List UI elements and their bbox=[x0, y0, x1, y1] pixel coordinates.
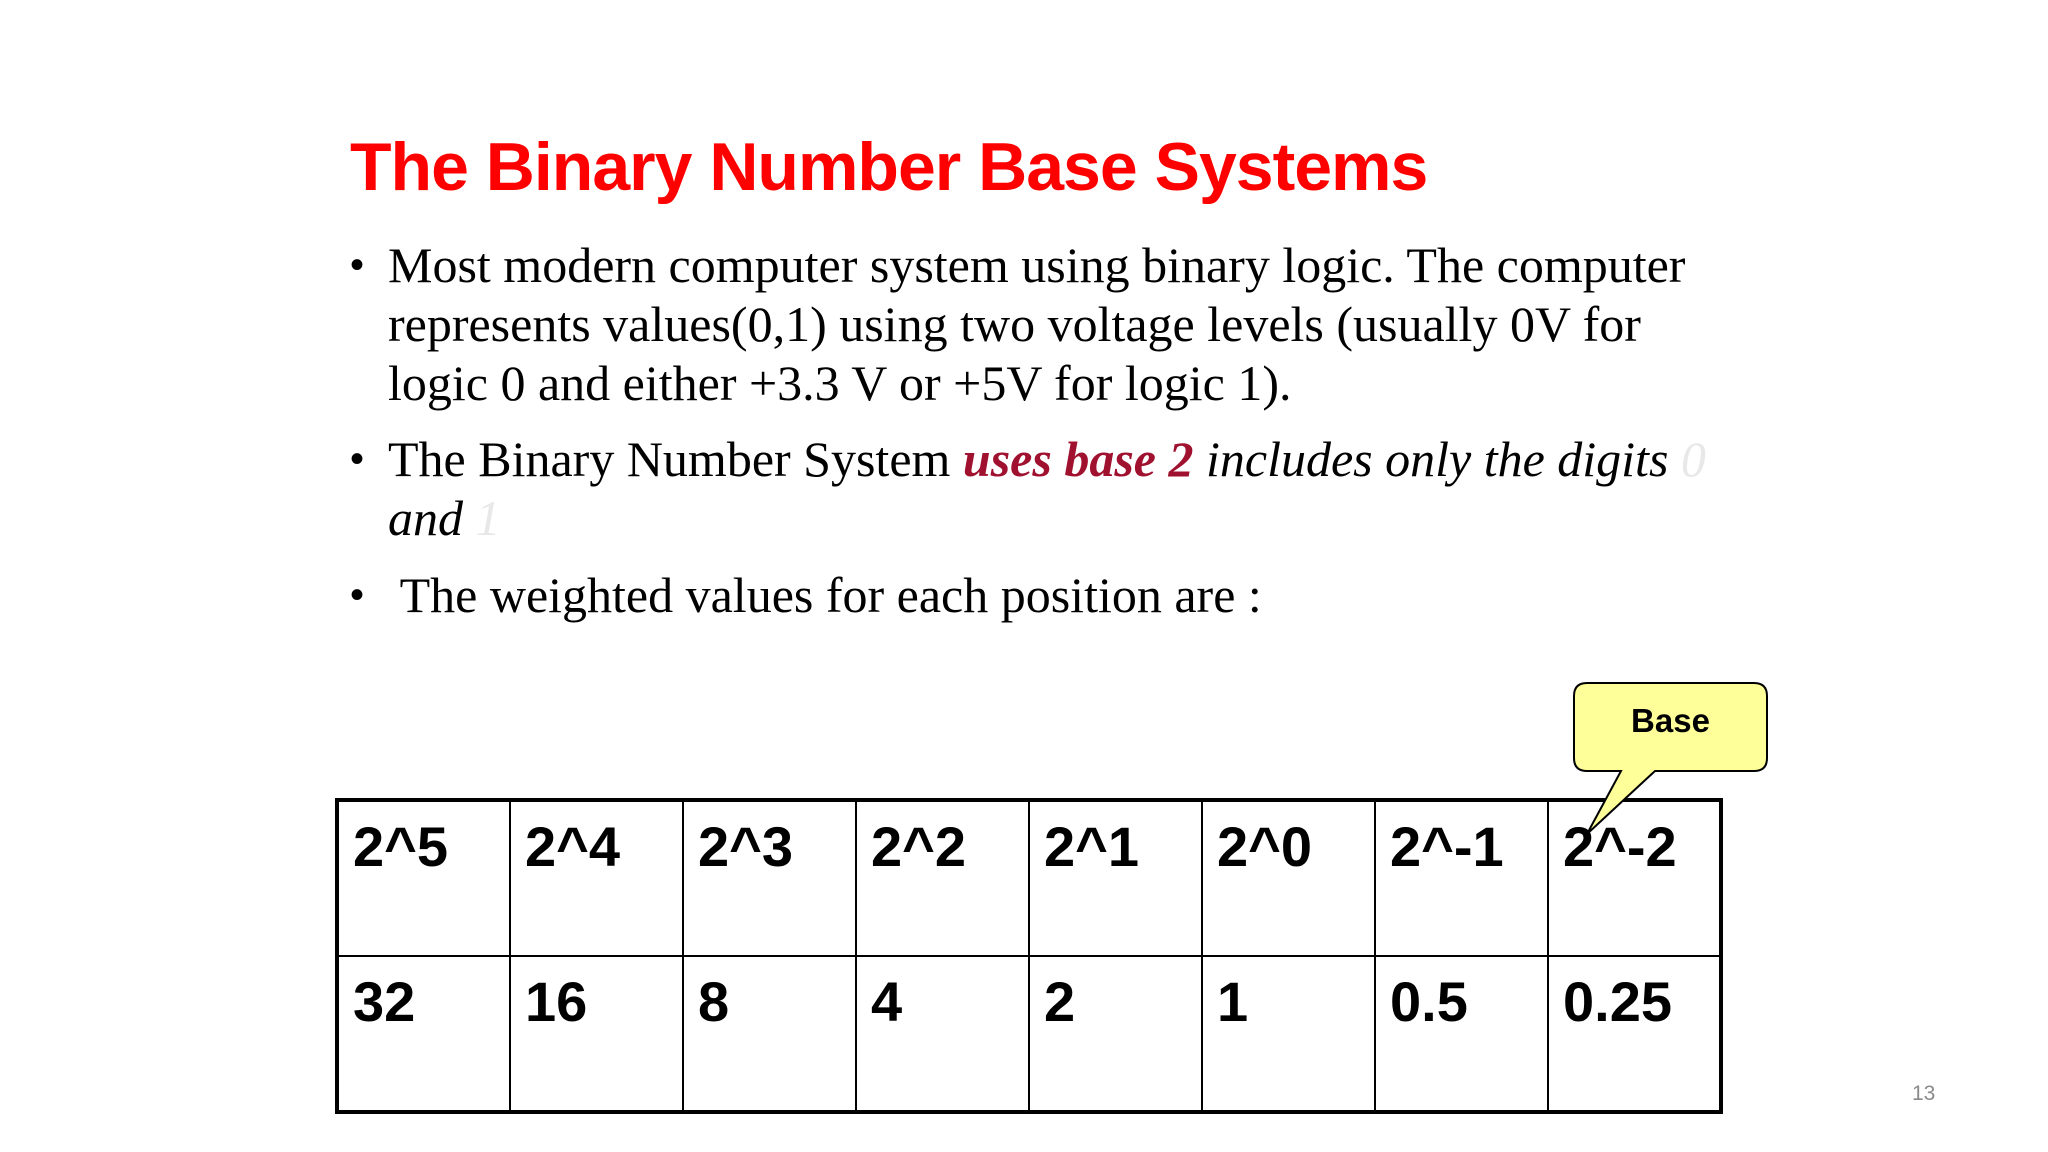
table-cell: 4 bbox=[856, 956, 1029, 1112]
table-cell: 1 bbox=[1202, 956, 1375, 1112]
bullet-dot-icon: • bbox=[350, 437, 365, 481]
table-cell: 0.5 bbox=[1375, 956, 1548, 1112]
bullet-text-italic: includes only the digits bbox=[1193, 431, 1681, 487]
table-row-values bbox=[337, 956, 1721, 1112]
table-cell: 2 bbox=[1029, 956, 1202, 1112]
table-cell: 2^3 bbox=[683, 800, 856, 956]
bullet-text-italic: and bbox=[388, 490, 476, 546]
table-cell: 2^0 bbox=[1202, 800, 1375, 956]
page-number: 13 bbox=[1912, 1082, 1936, 1105]
bullet-item bbox=[350, 236, 1750, 413]
bullet-item bbox=[350, 430, 1750, 548]
bullet-emphasis: uses base 2 bbox=[962, 431, 1194, 487]
callout-label: Base bbox=[1631, 702, 1710, 739]
table-row-powers bbox=[337, 800, 1721, 956]
bullet-text: The weighted values for each position are : bbox=[388, 567, 1262, 623]
table-cell: 2^-2 bbox=[1548, 800, 1721, 956]
table-cell: 2^4 bbox=[510, 800, 683, 956]
table-cell: 32 bbox=[337, 956, 510, 1112]
table-cell: 2^2 bbox=[856, 800, 1029, 956]
digit-zero: 0 bbox=[1680, 431, 1706, 487]
bullet-list bbox=[350, 236, 1750, 625]
table-cell: 2^-1 bbox=[1375, 800, 1548, 956]
bullet-text: Most modern computer system using binary logic. The computer represents values(0,1) using two voltage levels (usually 0V for logic 0 and either +3.3 V or +5V for logic 1). bbox=[388, 237, 1686, 411]
digit-one: 1 bbox=[475, 490, 501, 546]
base-callout bbox=[1573, 682, 1768, 772]
table-cell: 16 bbox=[510, 956, 683, 1112]
table-cell: 8 bbox=[683, 956, 856, 1112]
bullet-text: The Binary Number System bbox=[388, 431, 963, 487]
bullet-dot-icon: • bbox=[350, 573, 365, 617]
table-cell: 0.25 bbox=[1548, 956, 1721, 1112]
bullet-item bbox=[350, 566, 1750, 625]
bullet-dot-icon: • bbox=[350, 243, 365, 287]
slide-title: The Binary Number Base Systems bbox=[350, 129, 1428, 205]
weights-table bbox=[335, 798, 1723, 1114]
table-cell: 2^1 bbox=[1029, 800, 1202, 956]
table-cell: 2^5 bbox=[337, 800, 510, 956]
